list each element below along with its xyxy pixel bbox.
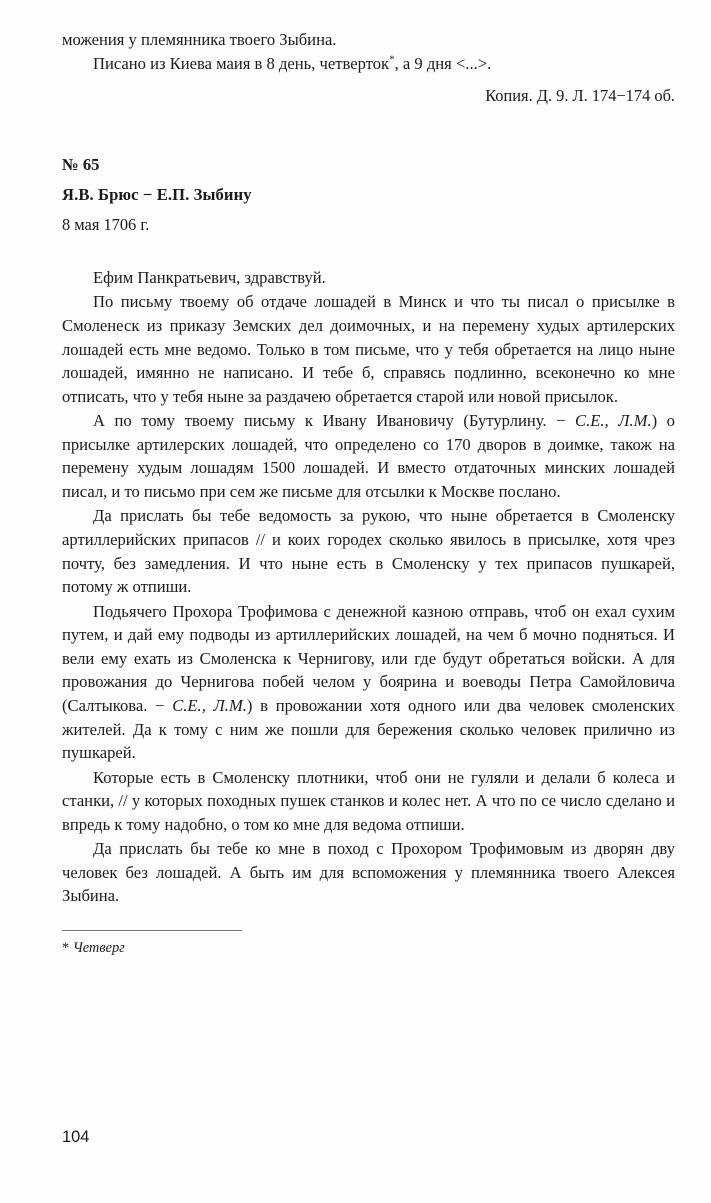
page-content — [62, 28, 675, 958]
body-paragraph-1: По письму твоему об отдаче лошадей в Минск и что ты писал о присылке в Смоленеск из приказу Земских дел доимочных, и на перемену худых артилерских лошадей есть мне ведомо. Только в том письме, что у тебя обретается на лицо ныне лошадей, имянно не написано. И тебе б, справясь подлинно, всеконечно ко мне отписать, что у тебя ныне за раздачею обретается старой или новой присылок. — [62, 292, 675, 406]
body-paragraph-2-part2: ) о присылке артилерских лошадей, что определено со 170 дворов в доимке, також на перемену худым лошадям 1500 лошадей. И вместо отдаточных минских лошадей писал, и то письмо при сем же письме для отсылки к Москве послано. — [62, 411, 675, 501]
footnote-separator — [62, 930, 242, 931]
body-paragraph-3: Да прислать бы тебе ведомость за рукою, что ныне обретается в Смоленску артиллерийских припасов // и коих городех сколько явилось в присылке, хотя чрез почту, без замедления. И что ныне есть в Смоленску у тех припасов пушкарей, потому ж отпиши. — [62, 506, 675, 597]
archive-reference: Копия. Д. 9. Л. 174−174 об. — [485, 86, 675, 106]
body-paragraph-5: Которые есть в Смоленску плотники, чтоб они не гуляли и делали б колеса и станки, // у которых походных пушек станков и колес нет. А что по се число сделано и впредь к тому надобно, о том ко мне для ведома отпиши. — [62, 767, 675, 834]
editor-initials-2: С.Е., Л.М. — [172, 695, 247, 715]
editor-initials-1: С.Е., Л.М. — [575, 411, 652, 431]
document-number: № 65 — [62, 155, 100, 175]
footnote — [62, 938, 675, 958]
document-heading: Я.В. Брюс − Е.П. Зыбину — [62, 184, 252, 204]
top-paragraph-after-star: , а 9 дня <...>. — [394, 53, 492, 73]
document-date: 8 мая 1706 г. — [62, 214, 150, 234]
body-paragraph-6: Да прислать бы тебе ко мне в поход с Прохором Трофимовым из дворян дву человек без лошадей. А быть им для вспоможения у племянника твоего Алексея Зыбина. — [62, 839, 675, 906]
footnote-marker-inline: * — [389, 53, 395, 66]
footnote-text: Четверг — [72, 940, 125, 957]
page-number: 104 — [62, 1128, 90, 1146]
top-paragraph-before-star: Писано из Киева маия в 8 день, четверток — [93, 53, 390, 73]
body-paragraph-2 — [62, 409, 675, 503]
top-paragraph — [62, 52, 675, 76]
salutation: Ефим Панкратьевич, здравствуй. — [93, 267, 326, 287]
footnote-star: * — [62, 940, 70, 957]
top-continuation-text: можения у племянника твоего Зыбина. — [62, 30, 337, 49]
body-paragraph-2-part1: А по тому твоему письму к Ивану Ивановичу (Бутурлину. − — [93, 411, 576, 431]
body-paragraph-4-part2: ) в провожании хотя одного или два человек смоленских жителей. Да к тому с ним же пошли для бережения сколько человек прилично из пушкарей. — [62, 695, 675, 763]
body-paragraph-4 — [62, 600, 675, 765]
body-paragraph-4-part1: Подьячего Прохора Трофимова с денежной казною отправь, чтоб он ехал сухим путем, и дай ему подводы из артиллерийских лошадей, на чем б мочно подняться. И вели ему ехать из Смоленска к Чернигову, или где будут обретаться войски. А для провожания до Чернигова побей челом у боярина и воеводы Петра Самойловича (Салтыкова. − — [62, 601, 675, 715]
